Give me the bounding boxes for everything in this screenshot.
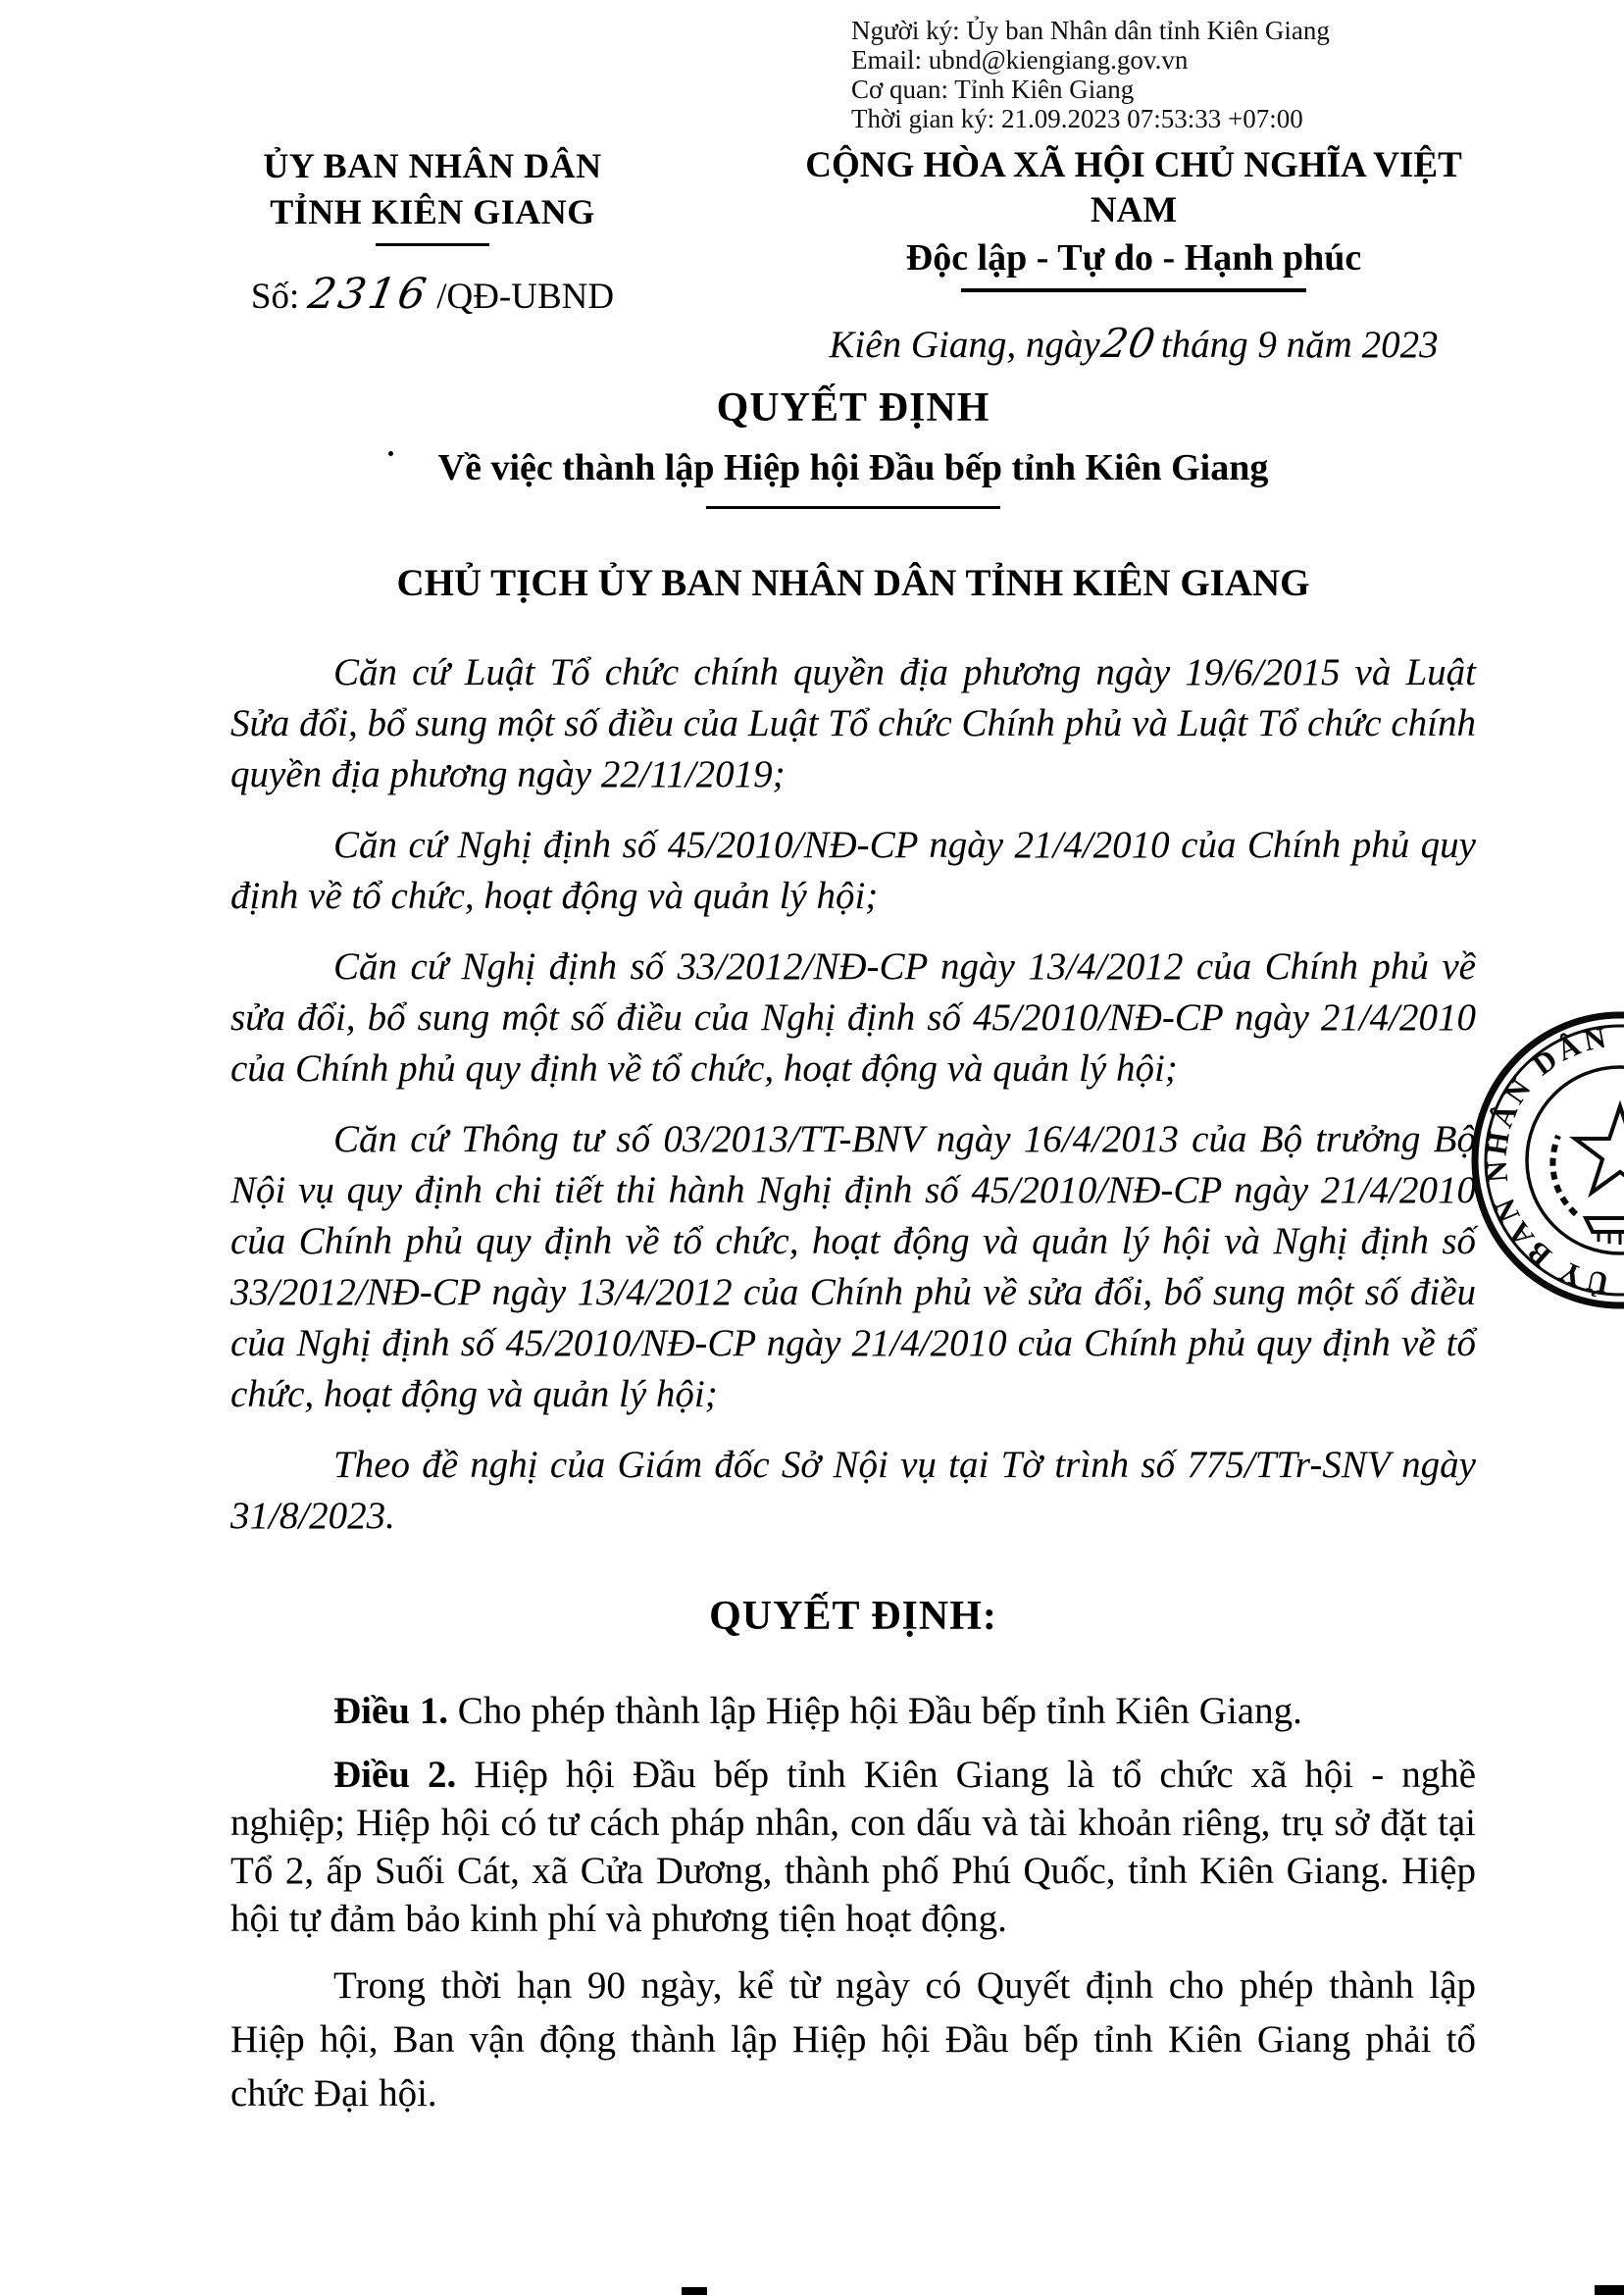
closing-paragraph: Trong thời hạn 90 ngày, kể từ ngày có Quyết định cho phép thành lập Hiệp hội, Ban vận động thành lập Hiệp hội Đầu bếp tỉnh Kiên Giang phải tổ chức Đại hội. (230, 1964, 1476, 2115)
issuer-block (231, 143, 634, 320)
dateline-prefix: Kiên Giang, ngày (829, 324, 1100, 366)
decision-heading: QUYẾT ĐỊNH: (709, 1594, 997, 1639)
seal-ring-text-holder (1480, 1021, 1612, 1300)
article-2 (230, 1751, 1476, 1943)
preamble-paragraph: Theo đề nghị của Giám đốc Sở Nội vụ tại Tờ trình số 775/TTr-SNV ngày 31/8/2023. (230, 1444, 1476, 1537)
article-2-text: Hiệp hội Đầu bếp tỉnh Kiên Giang là tổ chức xã hội - nghề nghiệp; Hiệp hội có tư cách pháp nhân, con dấu và tài khoản riêng, trụ sở đặt tại Tổ 2, ấp Suối Cát, xã Cửa Dương, thành phố Phú Quốc, tỉnh Kiên Giang. Hiệp hội tự đảm bảo kinh phí và phương tiện hoạt động. (230, 1754, 1477, 1940)
document-body (230, 647, 1476, 2120)
document-number-suffix: /QĐ-UBND (436, 277, 615, 317)
dateline-suffix: tháng 9 năm 2023 (1160, 324, 1439, 366)
deciding-authority: CHỦ TỊCH ỦY BAN NHÂN DÂN TỈNH KIÊN GIANG (396, 562, 1310, 604)
title-block (230, 382, 1476, 607)
seal-star-icon (1575, 1106, 1624, 1193)
digital-signature-block (851, 16, 1440, 133)
issuer-underline (376, 243, 489, 246)
seal-graphic (1468, 1008, 1624, 1312)
national-motto: Độc lập - Tự do - Hạnh phúc (905, 237, 1362, 279)
article-1-label: Điều 1. (333, 1690, 448, 1732)
scan-artifact-mark (1595, 2285, 1624, 2295)
article-2-label: Điều 2. (333, 1754, 457, 1796)
document-type-title: QUYẾT ĐỊNH (716, 385, 990, 431)
national-header-block (773, 143, 1495, 367)
place-date-line (773, 320, 1495, 367)
article-1-text: Cho phép thành lập Hiệp hội Đầu bếp tỉnh Kiên Giang. (457, 1690, 1302, 1732)
preamble-paragraph: Căn cứ Nghị định số 45/2010/NĐ-CP ngày 21/4/2010 của Chính phủ quy định về tổ chức, hoạt động và quản lý hội; (230, 824, 1476, 917)
signature-email: Email: ubnd@kiengiang.gov.vn (851, 45, 1189, 75)
seal-inner-ring (1527, 1067, 1624, 1253)
document-number-handwritten: 2316 (304, 270, 432, 319)
title-underline (706, 506, 1000, 509)
document-number (231, 272, 634, 320)
dateline-day-handwritten: 20 (1097, 320, 1160, 367)
seal-ring-text: ỦY BAN NHÂN DÂN (1480, 1021, 1612, 1300)
preamble-paragraph: Căn cứ Thông tư số 03/2013/TT-BNV ngày 16/4/2013 của Bộ trưởng Bộ Nội vụ quy định chi tiết thi hành Nghị định số 45/2010/NĐ-CP ngày 21/4/2010 của Chính phủ quy định về tổ chức, hoạt động và quản lý hội và Nghị định số 33/2012/NĐ-CP ngày 13/4/2012 của Chính phủ về sửa đổi, bổ sung một số điều của Nghị định số 45/2010/NĐ-CP ngày 21/4/2010 của Chính phủ quy định về tổ chức, hoạt động và quản lý hội; (230, 1118, 1476, 1415)
official-seal (1468, 1008, 1624, 1312)
scan-artifact-mark (682, 2287, 707, 2295)
seal-wreath-left (1552, 1136, 1576, 1214)
signature-agency: Cơ quan: Tỉnh Kiên Giang (851, 75, 1135, 104)
preamble-paragraph: Căn cứ Luật Tổ chức chính quyền địa phương ngày 19/6/2015 và Luật Sửa đổi, bổ sung một số điều của Luật Tổ chức Chính phủ và Luật Tổ chức chính quyền địa phương ngày 22/11/2019; (230, 651, 1476, 795)
article-1 (230, 1687, 1476, 1735)
issuer-name-line2: TỈNH KIÊN GIANG (270, 192, 595, 231)
national-title: CỘNG HÒA XÃ HỘI CHỦ NGHĨA VIỆT NAM (805, 145, 1462, 230)
document-subject: Về việc thành lập Hiệp hội Đầu bếp tỉnh Kiên Giang (437, 447, 1269, 488)
scan-artifact-dot (388, 451, 393, 456)
motto-underline (961, 288, 1306, 292)
issuer-name-line1: ỦY BAN NHÂN DÂN (263, 146, 602, 185)
document-number-prefix: Số: (250, 277, 300, 317)
preamble-paragraph: Căn cứ Nghị định số 33/2012/NĐ-CP ngày 13/4/2012 của Chính phủ về sửa đổi, bổ sung một số điều của Nghị định số 45/2010/NĐ-CP ngày 21/4/2010 của Chính phủ quy định về tổ chức, hoạt động và quản lý hội; (230, 945, 1476, 1090)
signature-signer: Người ký: Ủy ban Nhân dân tỉnh Kiên Giang (851, 16, 1330, 45)
seal-emblem (1552, 1106, 1624, 1245)
signature-time: Thời gian ký: 21.09.2023 07:53:33 +07:00 (851, 104, 1303, 133)
seal-cog (1586, 1218, 1624, 1232)
